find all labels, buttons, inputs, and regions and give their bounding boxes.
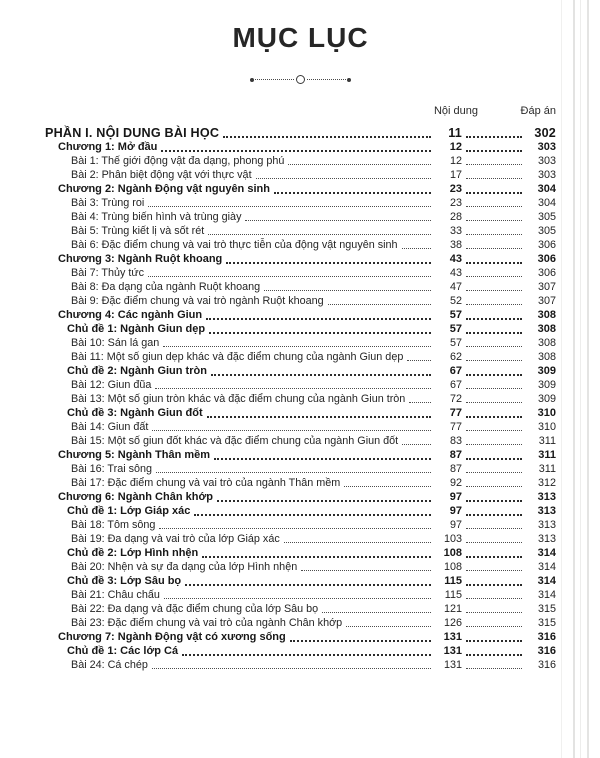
- toc-entry-answer-page: 316: [537, 659, 556, 671]
- toc-entry-answer-page: 303: [537, 155, 556, 167]
- toc-entry: [45, 238, 556, 252]
- dot-leader: [328, 304, 431, 305]
- toc-entry: [45, 434, 556, 448]
- toc-entry-label: PHẦN I. NỘI DUNG BÀI HỌC: [45, 126, 220, 140]
- toc-entry: [45, 546, 556, 560]
- dot-leader: [466, 332, 522, 334]
- toc-entry: [45, 252, 556, 266]
- toc-entry: [45, 406, 556, 420]
- toc-entry: [45, 658, 556, 672]
- toc-entry-label: Chương 1: Mở đầu: [58, 141, 158, 153]
- toc-entry-label: Bài 6: Đặc điểm chung và vai trò thực tiễn của động vật nguyên sinh: [71, 239, 398, 251]
- toc-entry-label: Bài 16: Trai sông: [71, 463, 153, 475]
- dot-leader: [209, 332, 431, 334]
- dot-leader: [344, 486, 431, 487]
- toc-entry-label: Chủ đề 1: Ngành Giun dẹp: [67, 323, 206, 335]
- dot-leader: [466, 388, 522, 389]
- dot-leader: [208, 234, 431, 235]
- dot-leader: [217, 500, 431, 502]
- toc-entry: [45, 630, 556, 644]
- toc-entry-page: 12: [449, 155, 462, 167]
- toc-entry-page: 126: [443, 617, 462, 629]
- toc-entry-page: 87: [449, 463, 462, 475]
- dot-leader: [301, 570, 431, 571]
- toc-entry-answer-page: 306: [537, 267, 556, 279]
- divider-dot-icon: [250, 78, 254, 82]
- toc-entry-label: Bài 13: Một số giun tròn khác và đặc điểm chung của ngành Giun tròn: [71, 393, 406, 405]
- toc-entry-answer-page: 313: [537, 505, 556, 517]
- toc-entry-page: 97: [449, 505, 462, 517]
- dot-leader: [466, 150, 522, 152]
- page-edge-line: [580, 0, 581, 758]
- toc-entry-page: 77: [449, 421, 462, 433]
- toc-entry-answer-page: 315: [537, 603, 556, 615]
- toc-entry: [45, 140, 556, 154]
- toc-entry: [45, 588, 556, 602]
- dot-leader: [466, 458, 522, 460]
- toc-entry-page: 23: [449, 183, 462, 195]
- column-header-answer: Đáp án: [520, 105, 556, 117]
- dot-leader: [466, 626, 522, 627]
- toc-entry-page: 38: [449, 239, 462, 251]
- toc-entry: [45, 420, 556, 434]
- toc-entry: [45, 308, 556, 322]
- toc-entry-page: 12: [449, 141, 462, 153]
- toc-entry: [45, 504, 556, 518]
- toc-entry-page: 57: [449, 309, 462, 321]
- dot-leader: [466, 444, 522, 445]
- toc-entry-page: 57: [449, 337, 462, 349]
- toc-entry: [45, 574, 556, 588]
- page-edge-line: [561, 0, 562, 758]
- toc-entry-label: Bài 24: Cá chép: [71, 659, 148, 671]
- dot-leader: [466, 248, 522, 249]
- toc-entry-label: Bài 10: Sán lá gan: [71, 337, 160, 349]
- dot-leader: [264, 290, 431, 291]
- dot-leader: [466, 192, 522, 194]
- toc-entry-label: Bài 14: Giun đất: [71, 421, 149, 433]
- toc-entry-answer-page: 306: [537, 253, 556, 265]
- dot-leader: [466, 570, 522, 571]
- toc-entry-label: Bài 2: Phân biệt động vật với thực vật: [71, 169, 252, 181]
- dot-leader: [148, 276, 431, 277]
- dot-leader: [274, 192, 431, 194]
- toc-entry-page: 67: [449, 379, 462, 391]
- toc-entry-answer-page: 313: [537, 519, 556, 531]
- toc-entry-page: 121: [443, 603, 462, 615]
- toc-entry: [45, 126, 556, 140]
- toc-entry-page: 131: [443, 631, 462, 643]
- toc-entry-label: Bài 15: Một số giun đốt khác và đặc điểm chung của ngành Giun đốt: [71, 435, 399, 447]
- toc-entry: [45, 196, 556, 210]
- dot-leader: [159, 528, 431, 529]
- dot-leader: [466, 290, 522, 291]
- toc-entry: [45, 518, 556, 532]
- toc-entry-answer-page: 308: [537, 309, 556, 321]
- toc-entry-label: Bài 5: Trùng kiết lị và sốt rét: [71, 225, 205, 237]
- dot-leader: [207, 416, 431, 418]
- toc-entry-page: 33: [449, 225, 462, 237]
- divider-dotted-line: [255, 79, 294, 80]
- dot-leader: [288, 164, 431, 165]
- toc-entry-page: 43: [449, 253, 462, 265]
- toc-entry-label: Bài 1: Thế giới động vật đa dạng, phong phú: [71, 155, 285, 167]
- toc-entry: [45, 644, 556, 658]
- toc-entry-answer-page: 309: [537, 365, 556, 377]
- toc-entry-answer-page: 308: [537, 351, 556, 363]
- dot-leader: [409, 402, 431, 403]
- toc-entry-page: 72: [449, 393, 462, 405]
- dot-leader: [206, 318, 431, 320]
- dot-leader: [466, 500, 522, 502]
- dot-leader: [466, 584, 522, 586]
- dot-leader: [466, 514, 522, 516]
- toc-entry-answer-page: 308: [537, 323, 556, 335]
- toc-entry-answer-page: 311: [538, 463, 556, 475]
- toc-entry-page: 108: [443, 561, 462, 573]
- dot-leader: [152, 668, 431, 669]
- toc-entry: [45, 322, 556, 336]
- toc-entry: [45, 616, 556, 630]
- dot-leader: [256, 178, 431, 179]
- dot-leader: [466, 430, 522, 431]
- toc-entry-label: Chương 7: Ngành Động vật có xương sống: [58, 631, 286, 643]
- dot-leader: [466, 304, 522, 305]
- dot-leader: [152, 430, 431, 431]
- toc-entry-answer-page: 314: [537, 589, 556, 601]
- toc-entry-answer-page: 313: [537, 491, 556, 503]
- toc-entry-page: 52: [449, 295, 462, 307]
- toc-entry-page: 103: [443, 533, 462, 545]
- dot-leader: [322, 612, 431, 613]
- dot-leader: [466, 136, 522, 138]
- toc-entry-page: 57: [449, 323, 462, 335]
- toc-entry-label: Bài 4: Trùng biến hình và trùng giày: [71, 211, 242, 223]
- dot-leader: [466, 402, 522, 403]
- dot-leader: [466, 612, 522, 613]
- dot-leader: [466, 472, 522, 473]
- toc-entry-label: Bài 19: Đa dạng và vai trò của lớp Giáp xác: [71, 533, 280, 545]
- title-divider-ornament: [45, 75, 556, 84]
- dot-leader: [407, 360, 431, 361]
- toc-entry-page: 43: [449, 267, 462, 279]
- toc-entry-label: Bài 18: Tôm sông: [71, 519, 156, 531]
- toc-entry-label: Chủ đề 1: Các lớp Cá: [67, 645, 179, 657]
- dot-leader: [466, 598, 522, 599]
- toc-entry-answer-page: 314: [537, 547, 556, 559]
- toc-entry: [45, 532, 556, 546]
- toc-entry-label: Chương 6: Ngành Chân khớp: [58, 491, 213, 503]
- toc-entry-answer-page: 312: [537, 477, 556, 489]
- toc-entry: [45, 294, 556, 308]
- toc-entry-page: 97: [449, 519, 462, 531]
- toc-entry: [45, 364, 556, 378]
- dot-leader: [466, 486, 522, 487]
- toc-entry-answer-page: 306: [537, 239, 556, 251]
- page-edge-line: [587, 0, 589, 758]
- dot-leader: [466, 318, 522, 320]
- toc-entry-label: Chủ đề 2: Lớp Hình nhện: [67, 547, 199, 559]
- toc-entry: [45, 350, 556, 364]
- toc-entry-answer-page: 309: [537, 393, 556, 405]
- column-headers: [45, 105, 556, 119]
- toc-entry-answer-page: 307: [537, 295, 556, 307]
- toc-entry: [45, 210, 556, 224]
- toc-entry: [45, 462, 556, 476]
- toc-entry: [45, 476, 556, 490]
- toc-entry-answer-page: 307: [537, 281, 556, 293]
- dot-leader: [214, 458, 431, 460]
- toc-entry: [45, 560, 556, 574]
- dot-leader: [284, 542, 431, 543]
- divider-dot-icon: [347, 78, 351, 82]
- dot-leader: [211, 374, 431, 376]
- toc-entry-page: 115: [444, 589, 462, 601]
- toc-entry-label: Bài 3: Trùng roi: [71, 197, 145, 209]
- dot-leader: [163, 346, 431, 347]
- dot-leader: [466, 416, 522, 418]
- dot-leader: [466, 206, 522, 207]
- toc-entry-answer-page: 313: [537, 533, 556, 545]
- dot-leader: [466, 668, 522, 669]
- toc-list: [45, 126, 556, 672]
- page-title: MỤC LỤC: [232, 22, 369, 53]
- dot-leader: [194, 514, 431, 516]
- toc-entry-label: Chương 2: Ngành Động vật nguyên sinh: [58, 183, 270, 195]
- toc-entry-label: Bài 22: Đa dạng và đặc điểm chung của lớp Sâu bọ: [71, 603, 319, 615]
- toc-entry: [45, 168, 556, 182]
- dot-leader: [402, 248, 431, 249]
- toc-entry-answer-page: 315: [537, 617, 556, 629]
- toc-entry-label: Bài 7: Thủy tức: [71, 267, 145, 279]
- toc-entry-label: Chương 4: Các ngành Giun: [58, 309, 203, 321]
- dot-leader: [466, 360, 522, 361]
- toc-entry: [45, 224, 556, 238]
- toc-entry-answer-page: 314: [537, 561, 556, 573]
- dot-leader: [466, 542, 522, 543]
- toc-entry: [45, 182, 556, 196]
- dot-leader: [245, 220, 431, 221]
- toc-entry-page: 97: [449, 491, 462, 503]
- dot-leader: [346, 626, 431, 627]
- toc-entry-label: Chương 3: Ngành Ruột khoang: [58, 253, 223, 265]
- toc-entry-page: 83: [449, 435, 462, 447]
- dot-leader: [466, 178, 522, 179]
- toc-entry-label: Chương 5: Ngành Thân mềm: [58, 449, 211, 461]
- toc-entry-label: Bài 20: Nhện và sự đa dạng của lớp Hình nhện: [71, 561, 298, 573]
- toc-entry-answer-page: 305: [537, 211, 556, 223]
- toc-entry-answer-page: 316: [537, 645, 556, 657]
- toc-entry: [45, 336, 556, 350]
- toc-entry-label: Chủ đề 3: Lớp Sâu bọ: [67, 575, 182, 587]
- dot-leader: [202, 556, 431, 558]
- toc-entry-label: Bài 9: Đặc điểm chung và vai trò ngành Ruột khoang: [71, 295, 324, 307]
- page-edge-line: [573, 0, 575, 758]
- dot-leader: [223, 136, 431, 138]
- toc-entry-answer-page: 308: [537, 337, 556, 349]
- divider-ring-icon: [296, 75, 305, 84]
- dot-leader: [466, 346, 522, 347]
- toc-entry-page: 131: [443, 645, 462, 657]
- toc-entry-page: 92: [449, 477, 462, 489]
- dot-leader: [156, 472, 431, 473]
- dot-leader: [185, 584, 431, 586]
- toc-entry: [45, 392, 556, 406]
- toc-entry-label: Bài 21: Châu chấu: [71, 589, 160, 601]
- toc-entry-label: Chủ đề 2: Ngành Giun tròn: [67, 365, 207, 377]
- dot-leader: [466, 262, 522, 264]
- toc-entry-label: Bài 23: Đặc điểm chung và vai trò của ngành Chân khớp: [71, 617, 343, 629]
- toc-entry-page: 47: [449, 281, 462, 293]
- dot-leader: [466, 374, 522, 376]
- toc-entry-answer-page: 309: [537, 379, 556, 391]
- toc-entry-answer-page: 303: [537, 141, 556, 153]
- dot-leader: [155, 388, 431, 389]
- toc-entry-page: 131: [443, 659, 462, 671]
- dot-leader: [466, 276, 522, 277]
- toc-entry-answer-page: 303: [537, 169, 556, 181]
- toc-entry: [45, 280, 556, 294]
- toc-entry: [45, 378, 556, 392]
- toc-entry-page: 62: [449, 351, 462, 363]
- divider-dotted-line: [307, 79, 346, 80]
- toc-entry-page: 23: [449, 197, 462, 209]
- toc-entry-answer-page: 310: [537, 407, 556, 419]
- toc-entry-label: Bài 17: Đặc điểm chung và vai trò của ngành Thân mềm: [71, 477, 341, 489]
- dot-leader: [226, 262, 431, 264]
- toc-entry-answer-page: 316: [537, 631, 556, 643]
- dot-leader: [466, 528, 522, 529]
- toc-entry: [45, 448, 556, 462]
- toc-entry-page: 108: [443, 547, 462, 559]
- toc-entry-answer-page: 314: [537, 575, 556, 587]
- dot-leader: [164, 598, 431, 599]
- dot-leader: [148, 206, 431, 207]
- toc-entry-answer-page: 304: [537, 183, 556, 195]
- toc-entry-label: Bài 12: Giun đũa: [71, 379, 152, 391]
- dot-leader: [466, 234, 522, 235]
- toc-entry-answer-page: 310: [537, 421, 556, 433]
- toc-entry-page: 67: [449, 365, 462, 377]
- toc-entry-page: 17: [449, 169, 462, 181]
- dot-leader: [466, 640, 522, 642]
- toc-entry-page: 115: [444, 575, 462, 587]
- toc-entry-label: Chủ đề 1: Lớp Giáp xác: [67, 505, 191, 517]
- toc-entry: [45, 602, 556, 616]
- dot-leader: [466, 654, 522, 656]
- dot-leader: [402, 444, 431, 445]
- toc-entry-answer-page: 311: [538, 435, 556, 447]
- toc-entry-answer-page: 302: [534, 126, 556, 140]
- dot-leader: [182, 654, 431, 656]
- toc-entry-answer-page: 305: [537, 225, 556, 237]
- column-header-content: Nội dung: [433, 105, 478, 117]
- toc-entry-page: 11: [448, 126, 462, 140]
- toc-entry-page: 87: [449, 449, 462, 461]
- toc-entry-label: Bài 11: Một số giun dẹp khác và đặc điểm chung của ngành Giun dẹp: [71, 351, 404, 363]
- dot-leader: [466, 220, 522, 221]
- toc-entry-label: Chủ đề 3: Ngành Giun đốt: [67, 407, 203, 419]
- dot-leader: [161, 150, 431, 152]
- dot-leader: [466, 164, 522, 165]
- toc-entry: [45, 490, 556, 504]
- toc-entry-page: 77: [449, 407, 462, 419]
- toc-entry-page: 28: [449, 211, 462, 223]
- toc-entry-answer-page: 311: [538, 449, 556, 461]
- dot-leader: [466, 556, 522, 558]
- toc-entry-answer-page: 304: [537, 197, 556, 209]
- toc-entry-label: Bài 8: Đa dạng của ngành Ruột khoang: [71, 281, 261, 293]
- toc-entry: [45, 266, 556, 280]
- toc-entry: [45, 154, 556, 168]
- dot-leader: [290, 640, 431, 642]
